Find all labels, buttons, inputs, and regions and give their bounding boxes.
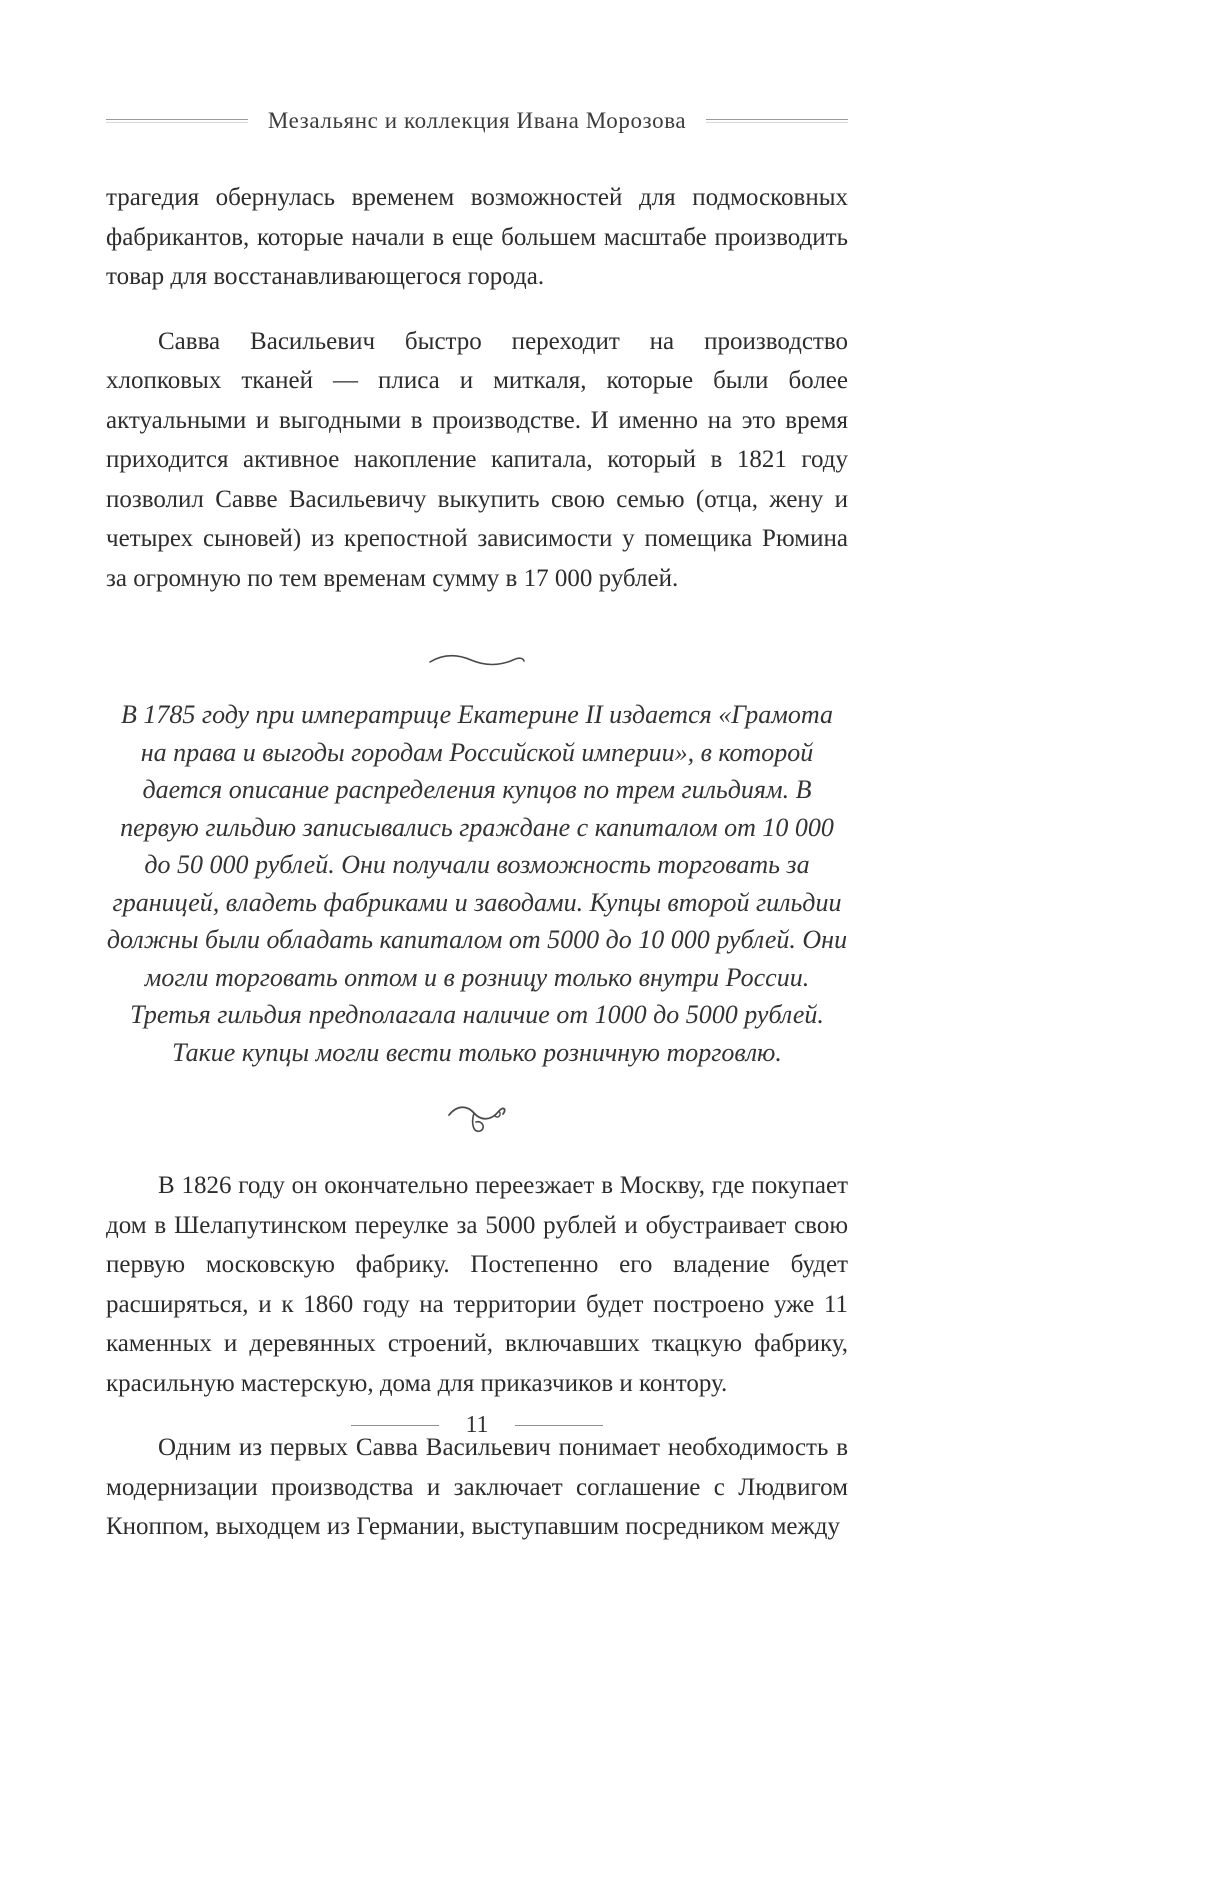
- paragraph-knopp: Одним из первых Савва Васильевич понимает необходимость в модернизации производства и заключает соглашение с Людвигом Кноппом, выходцем из Германии, выступавшим посредником между: [106, 1434, 848, 1540]
- running-header-title: Мезальянс и коллекция Ивана Морозова: [267, 108, 687, 133]
- paragraph-savva: Савва Васильевич быстро переходит на производство хлопковых тканей — плиса и миткаля, которые были более актуальными и выгодными в производстве. И именно на это время приходится активное накопление капитала, который в 1821 году позволил Савве Васильевичу выкупить свою семью (отца, жену и четырех сыновей) из крепостной зависимости у помещика Рюмина за огромную по тем временам сумму в 17 000 рублей.: [106, 327, 848, 592]
- running-header: [106, 0, 848, 134]
- flourish-ornament-icon: [106, 1097, 848, 1141]
- page-footer: [106, 1412, 848, 1439]
- wave-ornament-icon: [106, 652, 848, 670]
- footer-left-rule: [351, 1425, 439, 1426]
- paragraph-continuation: трагедия обернулась временем возможностей для подмосковных фабрикантов, которые начали в еще большем масштабе производить товар для восстанавливающегося города.: [106, 184, 848, 290]
- header-left-rule: [106, 119, 248, 123]
- text-column: [106, 0, 848, 1547]
- sidebar-quote-guilds: В 1785 году при императрице Екатерине II издается «Грамота на права и выгоды городам Российской империи», в которой дается описание распределения купцов по трем гильдиям. В первую гильдию записывались граждане с капиталом от 10 000 до 50 000 рублей. Они получали возможность торговать за границей, владеть фабриками и заводами. Купцы второй гильдии должны были обладать капиталом от 5000 до 10 000 рублей. Они могли торговать оптом и в розницу только внутри России. Третья гильдия предполагала наличие от 1000 до 5000 рублей. Такие купцы могли вести только розничную торговлю.: [106, 700, 848, 1067]
- paragraph-moscow: В 1826 году он окончательно переезжает в Москву, где покупает дом в Шелапутинском переулке за 5000 рублей и обустраивает свою первую московскую фабрику. Постепенно его владение будет расширяться, и к 1860 году на территории будет построено уже 11 каменных и деревянных строений, включавших ткацкую фабрику, красильную мастерскую, дома для приказчиков и контору.: [106, 1172, 848, 1397]
- footer-right-rule: [515, 1425, 603, 1426]
- page-number: 11: [465, 1412, 489, 1438]
- header-right-rule: [706, 119, 848, 123]
